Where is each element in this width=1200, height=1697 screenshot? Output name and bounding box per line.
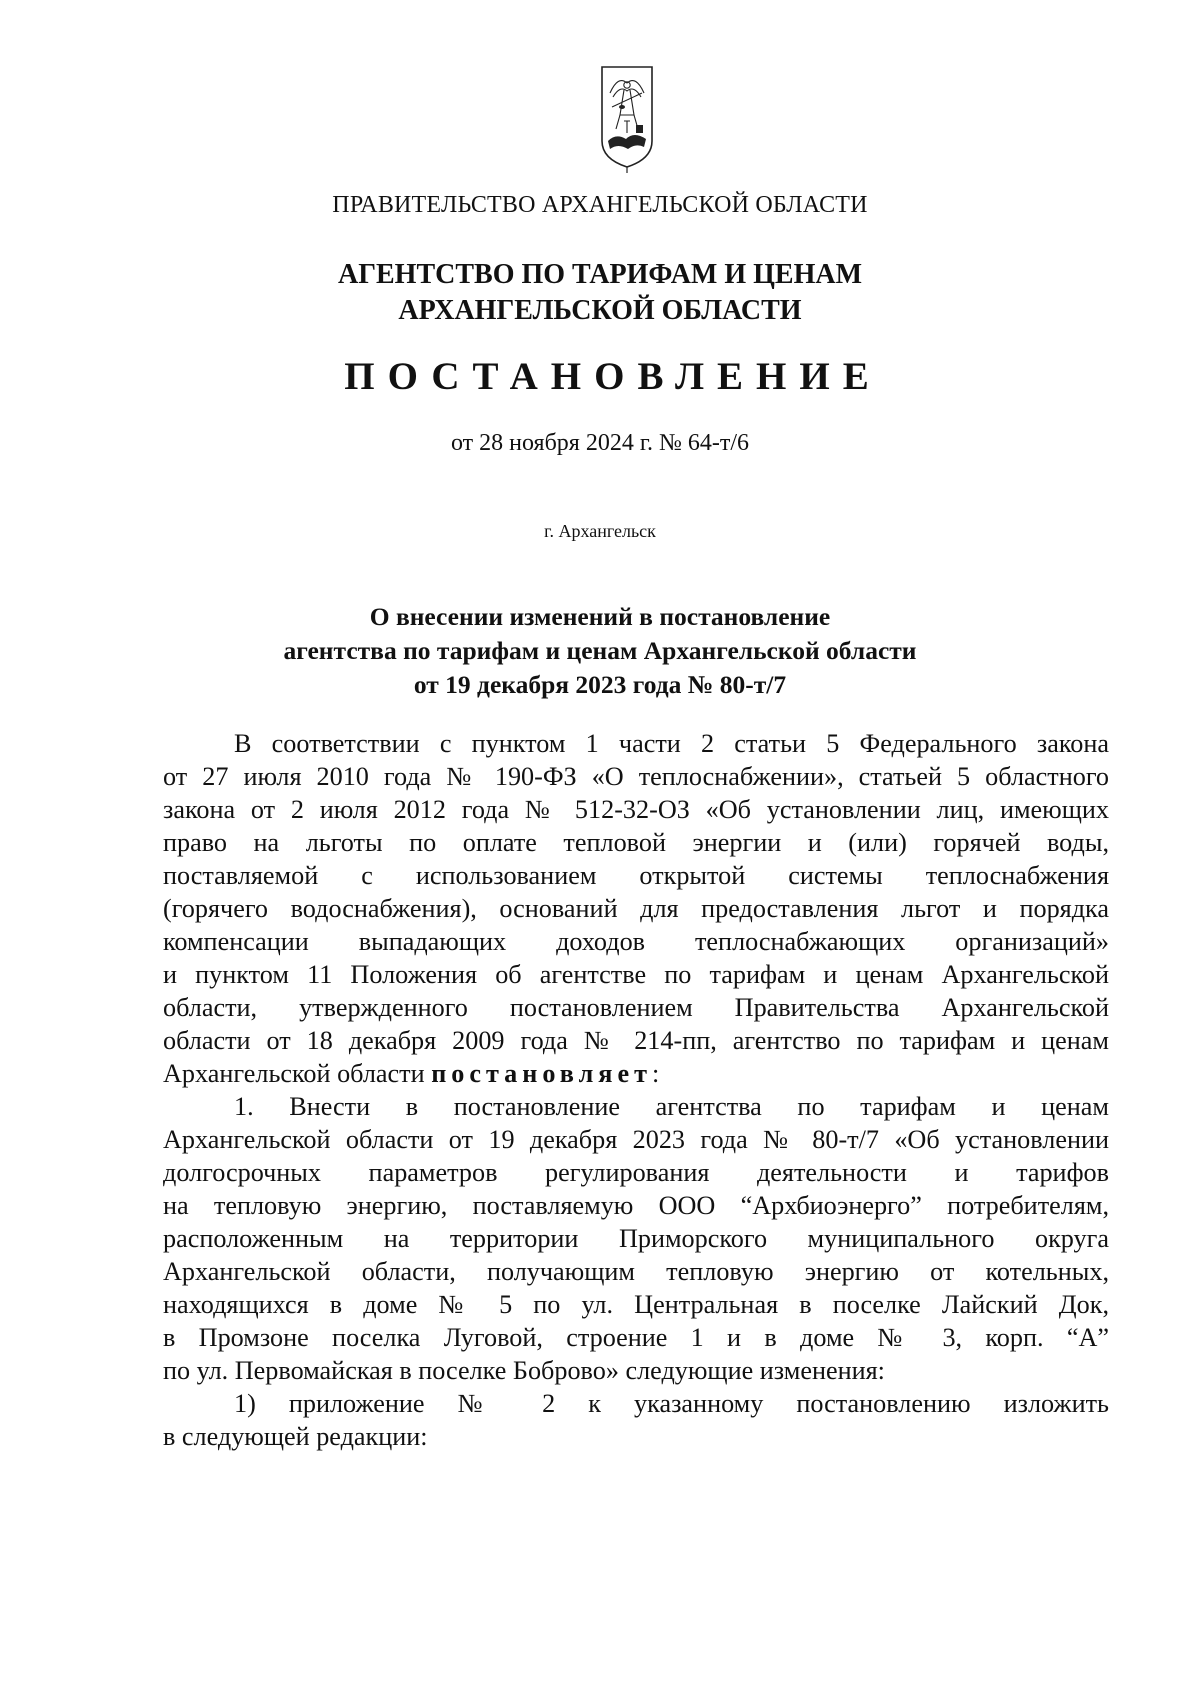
body-line: области от 18 декабря 2009 года № 214-пп, агентство по тарифам и ценам <box>163 1026 1109 1055</box>
body-line: Архангельской области от 19 декабря 2023 года № 80-т/7 «Об установлении <box>163 1125 1109 1154</box>
body-line: и пунктом 11 Положения об агентстве по тарифам и ценам Архангельской <box>163 960 1109 989</box>
document-date-number: от 28 ноября 2024 г. № 64-т/6 <box>450 430 750 456</box>
body-line: закона от 2 июля 2012 года № 512-32-ОЗ «Об установлении лиц, имеющих <box>163 795 1109 824</box>
body-line: в Промзоне поселка Луговой, строение 1 и в доме № 3, корп. “А” <box>163 1323 1109 1352</box>
subject-line-1: О внесении изменений в постановление <box>369 602 831 631</box>
body-line: поставляемой с использованием открытой системы теплоснабжения <box>163 861 1109 890</box>
body-line: право на льготы по оплате тепловой энергии и (или) горячей воды, <box>163 828 1109 857</box>
body-line-resolution <box>163 1057 1109 1090</box>
body-line: от 27 июля 2010 года № 190-ФЗ «О теплоснабжении», статьей 5 областного <box>163 762 1109 791</box>
document-city: г. Архангельск <box>544 521 656 541</box>
government-name: ПРАВИТЕЛЬСТВО АРХАНГЕЛЬСКОЙ ОБЛАСТИ <box>332 192 868 218</box>
body-line: находящихся в доме № 5 по ул. Центральная в поселке Лайский Док, <box>163 1290 1109 1319</box>
body-line: по ул. Первомайская в поселке Боброво» следующие изменения: <box>163 1356 885 1385</box>
agency-name <box>0 257 1200 329</box>
body-line: 1) приложение № 2 к указанному постановлению изложить <box>234 1389 1109 1418</box>
agency-name-line-2: АРХАНГЕЛЬСКОЙ ОБЛАСТИ <box>398 295 802 326</box>
body-line: долгосрочных параметров регулирования деятельности и тарифов <box>163 1158 1109 1187</box>
subject-line-2: агентства по тарифам и ценам Архангельской области <box>283 636 917 665</box>
body-line: на тепловую энергию, поставляемую ООО “Архбиоэнерго” потребителям, <box>163 1191 1109 1220</box>
body-line: области, утвержденного постановлением Правительства Архангельской <box>163 993 1109 1022</box>
body-line: Архангельской области, получающим тепловую энергию от котельных, <box>163 1257 1109 1286</box>
resolution-prefix: Архангельской области <box>163 1059 425 1088</box>
body-line: В соответствии с пунктом 1 части 2 статьи 5 Федерального закона <box>234 729 1109 758</box>
document-type: ПОСТАНОВЛЕНИЕ <box>344 355 882 398</box>
document-subject <box>0 600 1200 702</box>
coat-of-arms-icon <box>598 63 656 173</box>
resolution-verb: постановляет <box>431 1059 652 1088</box>
body-line: (горячего водоснабжения), оснований для предоставления льгот и порядка <box>163 894 1109 923</box>
body-line: расположенным на территории Приморского муниципального округа <box>163 1224 1109 1253</box>
agency-name-line-1: АГЕНТСТВО ПО ТАРИФАМ И ЦЕНАМ <box>337 259 863 290</box>
body-line: в следующей редакции: <box>163 1422 428 1451</box>
body-line: компенсации выпадающих доходов теплоснабжающих организаций» <box>163 927 1109 956</box>
resolution-colon: : <box>651 1059 660 1088</box>
body-line: 1. Внести в постановление агентства по тарифам и ценам <box>234 1092 1109 1121</box>
subject-line-3: от 19 декабря 2023 года № 80-т/7 <box>413 670 787 699</box>
